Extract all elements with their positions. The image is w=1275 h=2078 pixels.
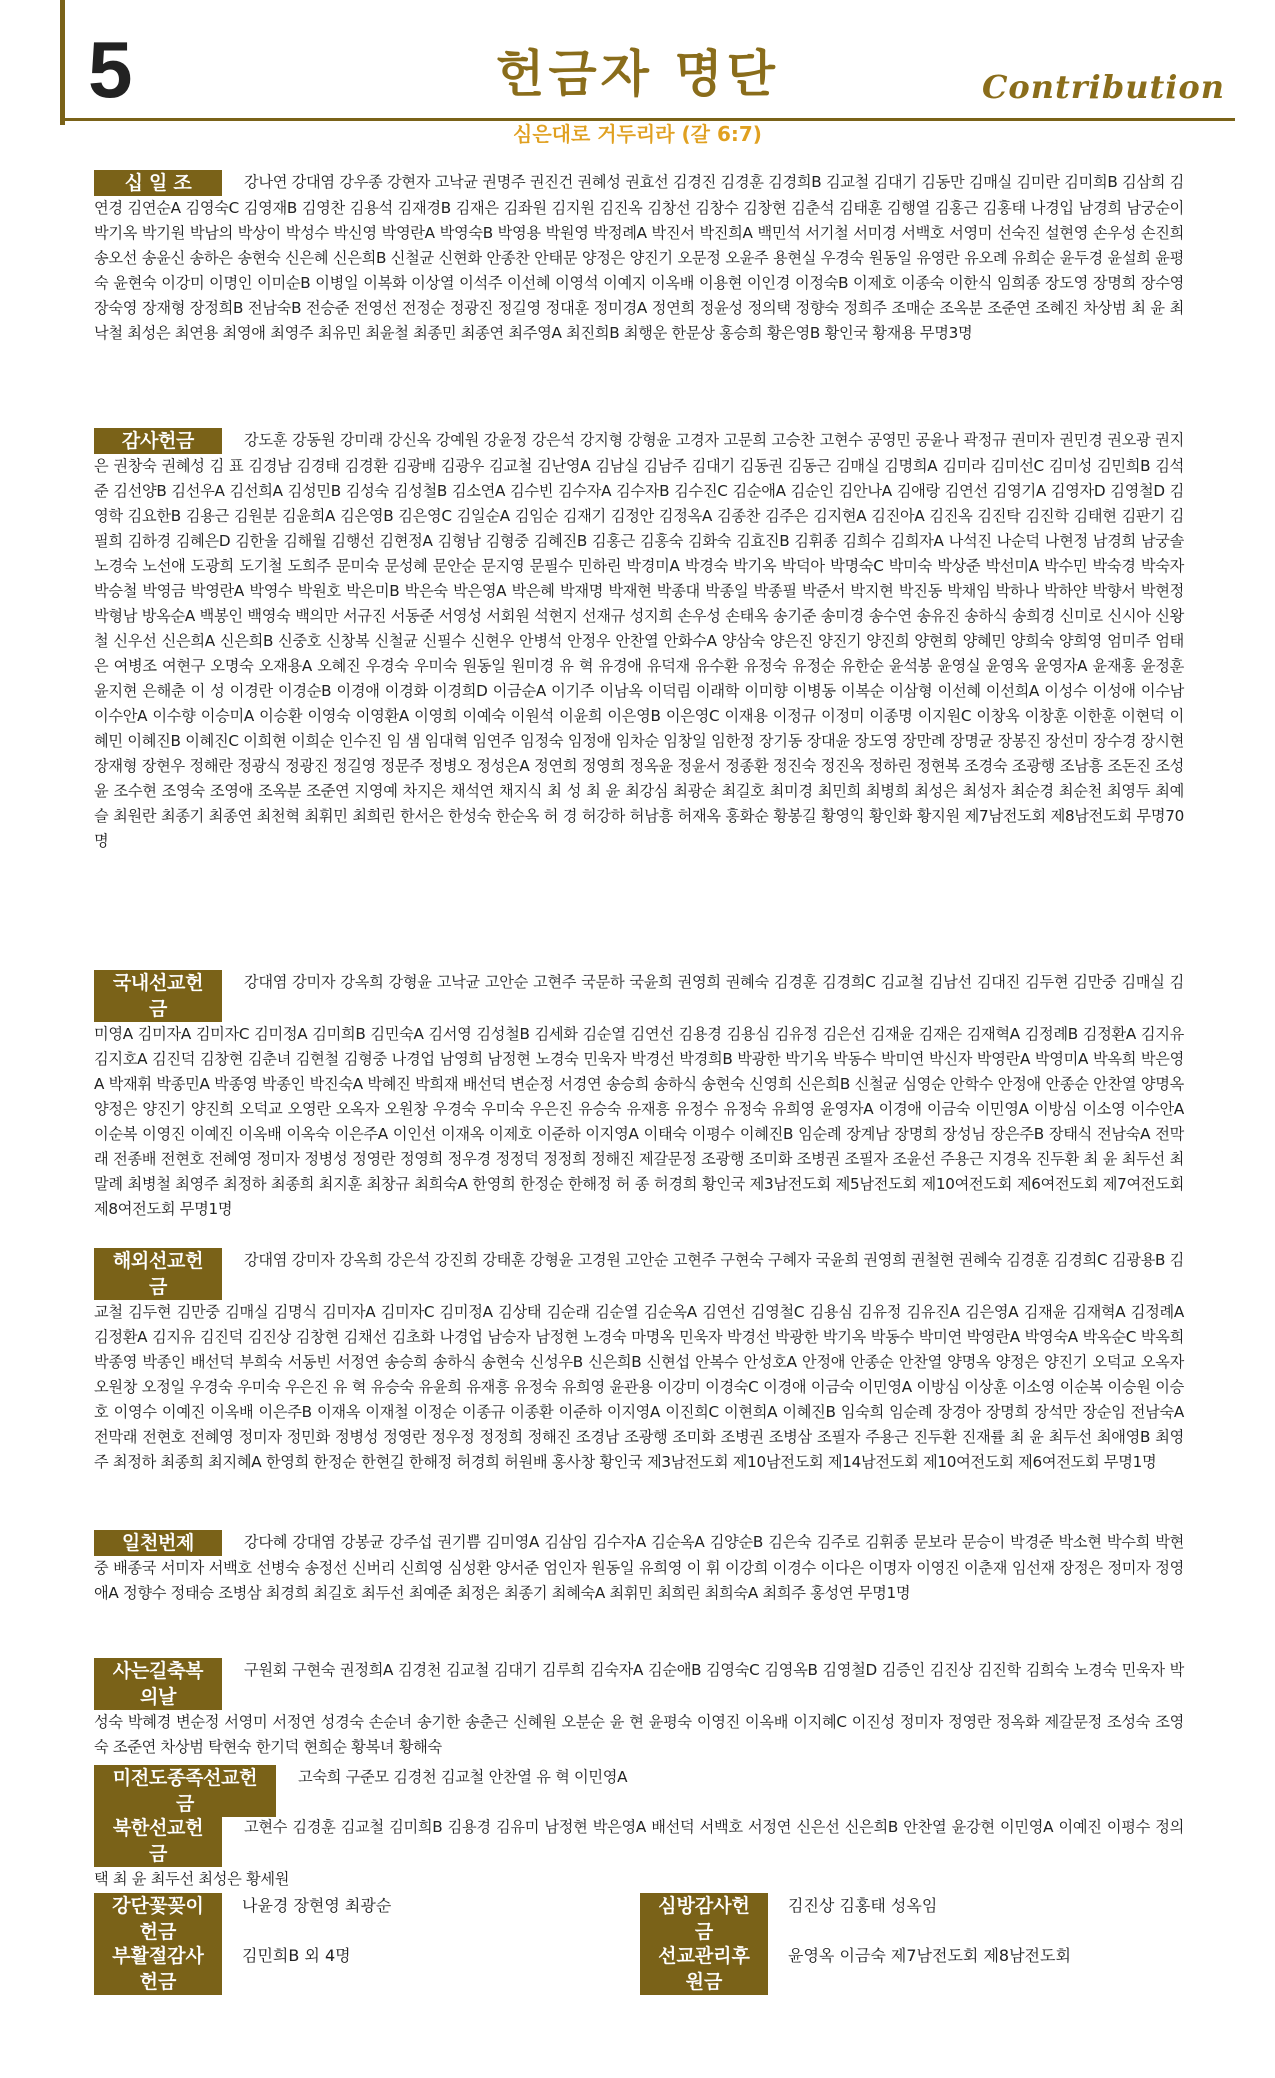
- header-rule: [60, 118, 1235, 121]
- section-unreached-mission: [94, 1765, 1184, 1817]
- name-list: 김진상 김홍태 성옥임: [788, 1896, 938, 1915]
- section-label: 감사헌금: [94, 428, 222, 454]
- name-list: 나윤경 장현영 최광순: [242, 1896, 392, 1915]
- section-label: 북한선교헌금: [94, 1815, 222, 1867]
- section-visitation-thanks: [640, 1893, 937, 1945]
- section-thousand-offering: [94, 1530, 1184, 1606]
- section-label: 선교관리후원금: [640, 1943, 768, 1995]
- section-label: 심방감사헌금: [640, 1893, 768, 1945]
- section-thanksgiving: [94, 428, 1184, 854]
- section-label: 국내선교헌금: [94, 970, 222, 1022]
- name-list: 강도훈 강동원 강미래 강신옥 강예원 강윤정 강은석 강지형 강형윤 고경자 고문희 고승찬 고현수 공영민 공윤나 곽정규 권미자 권민경 권오광 권지은 권창숙 권혜성 김 표 김경남 김경태 김경환 김광배 김광우 김교철 김난영A 김남실 김남주 김대기 김동권 김동근 김매실 김명희A 김미라 김미선C 김미성 김민희B 김석준 김선양B 김선우A 김선희A 김성민B 김성숙 김성철B 김소연A 김수빈 김수자A 김수자B 김수진C 김순애A 김순인 김안나A 김애랑 김연선 김영기A 김영자D 김영철D 김영학 김요한B 김용근 김원분 김윤희A 김은영B 김은영C 김일순A 김임순 김재기 김정안 김정옥A 김종찬 김주은 김지현A 김진아A 김진옥 김진탁 김진학 김태현 김판기 김필희 김하경 김혜은D 김한울 김해월 김행선 김현정A 김형남 김형중 김혜진B 김홍근 김홍숙 김화숙 김효진B 김휘종 김희수 김희자A 나석진 나순덕 나현정 남경희 남궁솔 노경숙 노선애 도광희 도기철 도희주 문미숙 문성혜 문안순 문지영 문필수 민하린 박경미A 박경숙 박기옥 박덕아 박명숙C 박미숙 박상준 박선미A 박수민 박숙경 박숙자 박승철 박영금 박영란A 박영수 박원호 박은미B 박은숙 박은영A 박은혜 박재명 박재현 박종대 박종일 박종필 박준서 박지현 박진동 박채임 박하나 박하얀 박향서 박현정 박형남 방옥순A 백봉인 백영숙 백의만 서규진 서동준 서영성 서회원 석현지 선재규 성지희 손우성 손태옥 송기준 송미경 송수연 송유진 송하식 송희경 신미로 신시아 신왕철 신우선 신은희A 신은희B 신중호 신창복 신철균 신필수 신현우 안병석 안정우 안찬열 안화수A 양삼숙 양은진 양진기 양진희 양현희 양혜민 양희숙 양희영 엄미주 엄태은 여병조 여현구 오명숙 오재용A 오혜진 우경숙 우미숙 원동일 원미경 유 혁 유경애 유덕재 유수환 유정숙 유정순 유한순 윤석봉 윤영실 윤영옥 윤영자A 윤재홍 윤정훈 윤지현 은해춘 이 성 이경란 이경순B 이경애 이경화 이경희D 이금순A 이기주 이남옥 이덕림 이래학 이미향 이병동 이복순 이삼형 이선혜 이선희A 이성수 이성애 이수남 이수안A 이수향 이승미A 이승환 이영숙 이영환A 이영희 이예숙 이원석 이윤희 이은영B 이은영C 이재용 이정규 이정미 이종명 이지원C 이창옥 이창훈 이한훈 이현덕 이혜민 이혜진B 이혜진C 이희현 이희순 인수진 임 샘 임대혁 임연주 임정숙 임정애 임차순 임창일 임한정 장기동 장대윤 장도영 장만례 장명균 장봉진 장선미 장수경 장시현 장재형 장현우 정해란 정광식 정광진 정길영 정문주 정병오 정성은A 정연희 정영희 정옥윤 정윤서 정종환 정진숙 정진옥 정하린 정현복 조경숙 조광행 조남흥 조돈진 조성윤 조수현 조영숙 조영애 조옥분 조준연 지영예 차지은 채석연 채지식 최 성 최 윤 최강심 최광순 최길호 최미경 최민희 최병희 최성은 최성자 최순경 최순천 최영두 최예슬 최원란 최종기 최종연 최천혁 최휘민 최희린 한서은 한성숙 한순옥 허 경 허강하 허남흥 허재옥 홍화순 황봉길 황영익 황인화 황지원 제7남전도회 제8남전도회 무명70명: [94, 431, 1184, 850]
- section-label: 강단꽃꽂이헌금: [94, 1893, 222, 1945]
- name-list: 고숙희 구준모 김경천 김교철 안찬열 유 혁 이민영A: [298, 1768, 628, 1786]
- section-label: 미전도종족선교헌금: [94, 1765, 276, 1817]
- section-north-korea-mission: [94, 1815, 1184, 1892]
- section-label: 일천번제: [94, 1530, 222, 1556]
- name-list: 강다혜 강대염 강봉균 강주섭 권기쁨 김미영A 김삼임 김수자A 김순옥A 김양순B 김은숙 김주로 김휘종 문보라 문승이 박경준 박소현 박수희 박현중 배종국 서미자 서백호 선병숙 송정선 신버리 신희영 심성환 양서준 엄인자 원동일 유희영 이 휘 이강희 이경수 이다은 이명자 이영진 이춘재 임선재 장정은 정미자 정영애A 정향수 정태승 조병삼 최경희 최길호 최두선 최예준 최정은 최종기 최혜숙A 최휘민 최희린 최희숙A 최희주 홍성연 무명1명: [94, 1533, 1184, 1602]
- section-blessing-day: [94, 1658, 1184, 1760]
- section-altar-flowers: [94, 1893, 391, 1945]
- page-title: 헌금자 명단: [496, 45, 779, 103]
- section-label: 해외선교헌금: [94, 1248, 222, 1300]
- name-list: 강대염 강미자 강옥희 강은석 강진희 강태훈 강형윤 고경원 고안순 고현주 구현숙 구혜자 국윤희 권영희 권철현 권혜숙 김경훈 김경희C 김광용B 김교철 김두현 김만중 김매실 김명식 김미자A 김미자C 김미정A 김상태 김순래 김순열 김순옥A 김연선 김영철C 김용심 김유정 김유진A 김은영A 김재윤 김재혁A 김정례A 김정환A 김지유 김진덕 김진상 김창현 김채선 김초화 나경업 남승자 남정현 노경숙 마명옥 민욱자 박경선 박광한 박기옥 박동수 박미연 박영란A 박영숙A 박옥순C 박옥희 박종영 박종인 배선덕 부희숙 서동빈 서정연 송승희 송하식 송현숙 신성우B 신은희B 신현섭 안복수 안성호A 안정애 안종순 안찬열 양명옥 양정은 양진기 오덕교 오옥자 오원창 오정일 우경숙 우미숙 우은진 유 혁 유승숙 유윤희 유재흥 유정숙 유희영 윤관용 이강미 이경숙C 이경애 이금숙 이민영A 이방심 이상훈 이소영 이순복 이승원 이승호 이영수 이예진 이옥배 이은주B 이재옥 이재철 이정순 이종규 이종환 이준하 이지영A 이진희C 이현희A 이혜진B 임숙희 임순례 장경아 장명희 장석만 장순임 전남숙A 전막래 전현호 전혜영 정미자 정민화 정병성 정영란 정우정 정정희 정해진 조경남 조광행 조미화 조병권 조병삼 조필자 주용근 진두환 진재률 최 윤 최두선 최애영B 최영주 최정하 최종희 최지혜A 한영희 한정순 한현길 한해정 허경희 허원배 홍사창 황인국 제3남전도회 제10남전도회 제14남전도회 제10여전도회 제6여전도회 무명1명: [94, 1251, 1184, 1471]
- section-domestic-mission: [94, 970, 1184, 1222]
- section-overseas-mission: [94, 1248, 1184, 1475]
- name-list: 구원회 구현숙 권정희A 김경천 김교철 김대기 김루희 김숙자A 김순애B 김영숙C 김영옥B 김영철D 김증인 김진상 김진학 김희숙 노경숙 민욱자 박성숙 박혜경 변순정 서영미 서정연 성경숙 손순녀 송기한 송춘근 신혜원 오분순 윤 현 윤평숙 이영진 이옥배 이지혜C 이진성 정미자 정영란 정옥화 제갈문정 조성숙 조영숙 조준연 차상범 탁현숙 한기덕 현희순 황복녀 황해숙: [94, 1661, 1184, 1756]
- section-label: 부활절감사헌금: [94, 1943, 222, 1995]
- page-subtitle: 심은대로 거두리라 (갈 6:7): [513, 122, 762, 146]
- contribution-label: Contribution: [981, 68, 1225, 106]
- section-easter-thanks: [94, 1943, 351, 1995]
- name-list: 윤영옥 이금숙 제7남전도회 제8남전도회: [788, 1946, 1071, 1965]
- name-list: 강나연 강대염 강우종 강현자 고낙균 권명주 권진건 권혜성 권효선 김경진 김경훈 김경희B 김교철 김대기 김동만 김매실 김미란 김미희B 김삼희 김연경 김연순A 김영숙C 김영재B 김영찬 김용석 김재경B 김재은 김좌원 김지원 김진옥 김창선 김창수 김창현 김춘석 김태훈 김행열 김홍근 김홍태 나경입 남경희 남궁순이 박기옥 박기원 박남의 박상이 박성수 박신영 박영란A 박영숙B 박영용 박원영 박정례A 박진서 박진희A 백민석 서기철 서미경 서백호 서영미 선숙진 설현영 손우성 손진희 송오선 송윤신 송하은 송현숙 신은혜 신은희B 신철균 신현화 안종찬 안태문 양정은 양진기 오문정 오윤주 용현실 우경숙 원동일 유영란 유오례 유희순 윤두경 윤설희 윤평숙 윤현숙 이강미 이명인 이미순B 이병일 이복화 이상열 이석주 이선혜 이영석 이예지 이옥배 이용현 이인경 이정숙B 이제호 이종숙 이한식 임희종 장도영 장명희 장수영 장숙영 장재형 장정희B 전남숙B 전승준 전영선 전정순 정광진 정길영 정대훈 정미경A 정연희 정윤성 정의택 정향숙 정희주 조매순 조옥분 조준연 조혜진 차상범 최 윤 최낙철 최성은 최연용 최영애 최영주 최유민 최윤철 최종민 최종연 최주영A 최진희B 최행운 한문상 홍승희 황은영B 황인국 황재용 무명3명: [94, 173, 1184, 342]
- name-list: 고현수 김경훈 김교철 김미희B 김용경 김유미 남정현 박은영A 배선덕 서백호 서정연 신은선 신은희B 안찬열 윤강현 이민영A 이예진 이평수 정의택 최 윤 최두선 최성은 황세원: [94, 1818, 1184, 1888]
- section-missionary-support: [640, 1943, 1071, 1995]
- section-label: 사는길축복의날: [94, 1658, 222, 1710]
- section-label: 십 일 조: [94, 170, 222, 196]
- page-number: 5: [88, 25, 133, 114]
- section-tithe: [94, 170, 1184, 346]
- name-list: 강대염 강미자 강옥희 강형윤 고낙균 고안순 고현주 국문하 국윤희 권영희 권혜숙 김경훈 김경희C 김교철 김남선 김대진 김두현 김만중 김매실 김미영A 김미자A 김미자C 김미정A 김미희B 김민숙A 김서영 김성철B 김세화 김순열 김연선 김용경 김용심 김유정 김은선 김재윤 김재은 김재혁A 김정례B 김정환A 김지유 김지호A 김진덕 김창현 김춘녀 김현철 김형중 나경업 남영희 남정현 노경숙 민욱자 박경선 박경희B 박광한 박기옥 박동수 박미연 박신자 박영란A 박영미A 박옥희 박은영A 박재휘 박종민A 박종영 박종인 박진숙A 박혜진 박희재 배선덕 변순정 서경연 송승희 송하식 송현숙 신영희 신은희B 신철균 심영순 안학수 안정애 안종순 안찬열 양명옥 양정은 양진기 양진희 오덕교 오영란 오옥자 오원창 우경숙 우미숙 우은진 유승숙 유재흥 유정수 유정숙 유희영 윤영자A 이경애 이금숙 이민영A 이방심 이소영 이수안A 이순복 이영진 이예진 이옥배 이옥숙 이은주A 이인선 이재옥 이제호 이준하 이지영A 이태숙 이평수 이혜진B 임순례 장계남 장명희 장성님 장은주B 장태식 전남숙A 전막래 전종배 전현호 전혜영 정미자 정병성 정영란 정영희 정우경 정정덕 정정희 정해진 제갈문정 조광행 조미화 조병권 조필자 조윤선 주용근 지경옥 진두환 최 윤 최두선 최말례 최병철 최영주 최정하 최종희 최지훈 최창규 최희숙A 한영희 한정순 한해정 허 종 허경희 황인국 제3남전도회 제5남전도회 제10여전도회 제6여전도회 제7여전도회 제8여전도회 무명1명: [94, 973, 1184, 1218]
- name-list: 김민희B 외 4명: [242, 1946, 351, 1965]
